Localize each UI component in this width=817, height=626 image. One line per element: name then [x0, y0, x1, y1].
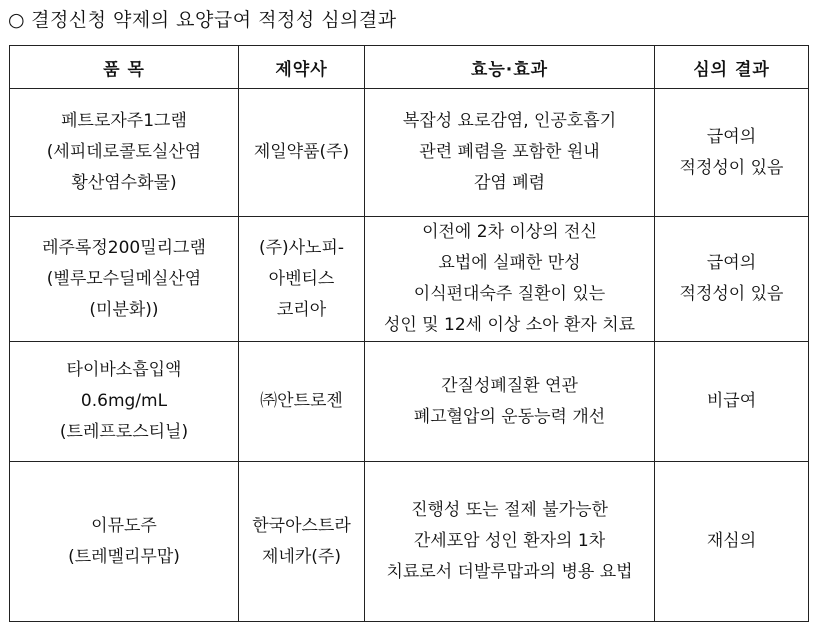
heading-bullet: ○: [8, 9, 26, 31]
result-cell: [655, 89, 809, 217]
product-name: 페트로자주1그램: [61, 111, 187, 131]
table-row: [10, 89, 809, 217]
efficacy-line: 이전에 2차 이상의 전신: [422, 222, 597, 242]
company-cell: [239, 462, 365, 622]
result-line: 적정성이 있음: [679, 157, 784, 178]
efficacy-line: 치료로서 더발루맙과의 병용 요법: [386, 562, 633, 582]
product-name: 타이바소흡입액: [66, 360, 182, 380]
efficacy-line: 요법에 실패한 만성: [438, 253, 581, 273]
result-line: 급여의: [706, 126, 757, 147]
company-name-cont: 아벤티스: [268, 268, 335, 289]
product-ingredient: (세피데로콜토실산염: [46, 142, 202, 162]
result-cell: [655, 462, 809, 622]
company-name: 제일약품(주): [253, 142, 350, 162]
company-name-cont: 코리아: [276, 299, 327, 320]
company-name-cont: 제네카(주): [262, 546, 341, 567]
header-product: 품 목: [10, 46, 239, 89]
result-line: 비급여: [706, 391, 757, 411]
company-cell: [239, 89, 365, 217]
header-efficacy: 효능·효과: [365, 46, 655, 89]
company-name: 한국아스트라: [252, 515, 351, 536]
company-cell: [239, 342, 365, 462]
efficacy-line: 성인 및 12세 이상 소아 환자 치료: [383, 315, 636, 335]
result-line: 적정성이 있음: [679, 284, 784, 304]
product-ingredient: (벨루모수딜메실산염: [46, 268, 202, 289]
table-row: [10, 342, 809, 462]
efficacy-line: 간질성폐질환 연관: [441, 375, 578, 396]
document-heading: [8, 6, 397, 34]
product-cell: [10, 89, 239, 217]
product-cell: [10, 217, 239, 342]
product-cell: [10, 462, 239, 622]
efficacy-cell: [365, 342, 655, 462]
efficacy-line: 간세포암 성인 환자의 1차: [413, 531, 606, 551]
efficacy-line: 폐고혈압의 운동능력 개선: [413, 406, 606, 427]
company-name: ㈜안트로젠: [260, 391, 343, 411]
result-line: 재심의: [706, 531, 757, 551]
efficacy-line: 이식편대숙주 질환이 있는: [413, 284, 606, 304]
product-name: 레주록정200밀리그램: [42, 237, 206, 258]
table-row: [10, 462, 809, 622]
efficacy-cell: [365, 217, 655, 342]
product-cell: [10, 342, 239, 462]
product-strength: 0.6mg/mL: [80, 391, 168, 411]
result-cell: [655, 342, 809, 462]
header-company: 제약사: [239, 46, 365, 89]
table-header-row: [10, 46, 809, 89]
table-row: [10, 217, 809, 342]
product-ingredient: (트레프로스티닐): [59, 422, 189, 442]
heading-title: 결정신청 약제의 요양급여 적정성 심의결과: [31, 9, 397, 31]
result-line: 급여의: [706, 253, 757, 273]
product-ingredient: (트레멜리무맙): [68, 546, 180, 567]
efficacy-cell: [365, 89, 655, 217]
header-result: 심의 결과: [655, 46, 809, 89]
efficacy-line: 관련 폐렴을 포함한 원내: [419, 142, 600, 162]
product-ingredient-cont: (미분화)): [89, 299, 159, 320]
efficacy-line: 복잡성 요로감염, 인공호흡기: [402, 111, 617, 131]
product-name: 이뮤도주: [91, 515, 157, 536]
company-name: (주)사노피-: [258, 237, 345, 258]
efficacy-cell: [365, 462, 655, 622]
result-cell: [655, 217, 809, 342]
efficacy-line: 감염 폐렴: [473, 173, 546, 193]
product-ingredient-cont: 황산염수화물): [71, 173, 177, 193]
efficacy-line: 진행성 또는 절제 불가능한: [411, 500, 608, 520]
company-cell: [239, 217, 365, 342]
review-results-table: [9, 45, 809, 622]
